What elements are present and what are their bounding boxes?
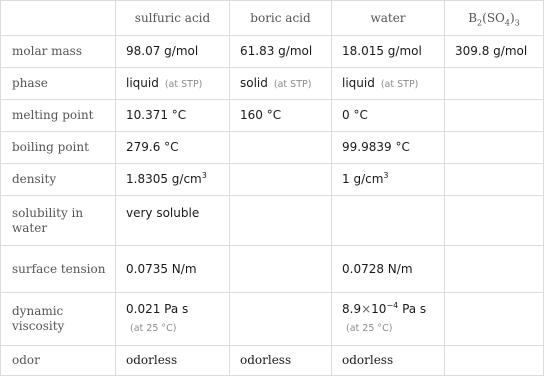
cell: [230, 68, 332, 100]
row-density: [1, 164, 544, 196]
cell: [230, 246, 332, 293]
cell: 10.371 °C: [116, 100, 230, 132]
cell: 0 °C: [332, 100, 445, 132]
row-label: melting point: [1, 100, 116, 132]
unit: Pa s: [402, 302, 427, 316]
cell: 0.0728 N/m: [332, 246, 445, 293]
cell: [230, 293, 332, 346]
cell: [230, 132, 332, 164]
header-row: [1, 1, 544, 36]
row-phase: [1, 68, 544, 100]
cell: odorless: [230, 346, 332, 376]
row-label: solubility in water: [1, 196, 116, 246]
col-header-boron-sulfate: $B_2(SO_4)_3$: [445, 1, 544, 36]
cell: odorless: [332, 346, 445, 376]
cell: 98.07 g/mol: [116, 36, 230, 68]
cell: [445, 346, 544, 376]
cell: [445, 164, 544, 196]
cell: [445, 132, 544, 164]
cell: [116, 293, 230, 346]
row-label: odor: [1, 346, 116, 376]
row-molar-mass: [1, 36, 544, 68]
cell: [445, 100, 544, 132]
condition-note: (at STP): [380, 78, 419, 90]
row-solubility: [1, 196, 544, 246]
cell: very soluble: [116, 196, 230, 246]
row-label: density: [1, 164, 116, 196]
cell: [445, 196, 544, 246]
col-header-water: water: [332, 1, 445, 36]
cell: [332, 68, 445, 100]
row-label: dynamic viscosity: [1, 293, 116, 346]
cell: [445, 68, 544, 100]
unit-exponent: 3: [201, 171, 207, 180]
cell: [332, 293, 445, 346]
value: liquid: [126, 75, 159, 90]
value: 8.9: [342, 302, 362, 316]
exp-base: 10: [371, 302, 387, 316]
condition-note: (at STP): [273, 78, 312, 90]
condition-note: (at STP): [164, 78, 203, 90]
row-odor: [1, 346, 544, 376]
row-label: boiling point: [1, 132, 116, 164]
condition-note: (at 25 °C): [130, 323, 177, 334]
cell: 18.015 g/mol: [332, 36, 445, 68]
times-sign: ×: [361, 302, 372, 316]
row-label: molar mass: [1, 36, 116, 68]
cell: 99.9839 °C: [332, 132, 445, 164]
cell: 0.0735 N/m: [116, 246, 230, 293]
exponent: −4: [386, 301, 399, 310]
cell: [332, 164, 445, 196]
cell: [445, 246, 544, 293]
cell: 279.6 °C: [116, 132, 230, 164]
cell: 160 °C: [230, 100, 332, 132]
cell: 309.8 g/mol: [445, 36, 544, 68]
value: liquid: [342, 75, 375, 90]
cell: [116, 164, 230, 196]
corner-cell: [1, 1, 116, 36]
cell: [230, 164, 332, 196]
cell: [445, 293, 544, 346]
cell: odorless: [116, 346, 230, 376]
row-melting-point: [1, 100, 544, 132]
value: solid: [240, 75, 268, 90]
row-dynamic-viscosity: [1, 293, 544, 346]
cell: [332, 196, 445, 246]
row-surface-tension: [1, 246, 544, 293]
row-boiling-point: [1, 132, 544, 164]
col-header-boric-acid: boric acid: [230, 1, 332, 36]
row-label: phase: [1, 68, 116, 100]
cell: [230, 196, 332, 246]
condition-note: (at 25 °C): [346, 323, 393, 334]
unit-exponent: 3: [383, 171, 389, 180]
col-header-sulfuric-acid: sulfuric acid: [116, 1, 230, 36]
cell: [116, 68, 230, 100]
value: 1 g/cm: [342, 172, 384, 186]
cell: 61.83 g/mol: [230, 36, 332, 68]
value: 0.021 Pa s: [126, 302, 189, 316]
row-label: surface tension: [1, 246, 116, 293]
value: 1.8305 g/cm: [126, 172, 202, 186]
